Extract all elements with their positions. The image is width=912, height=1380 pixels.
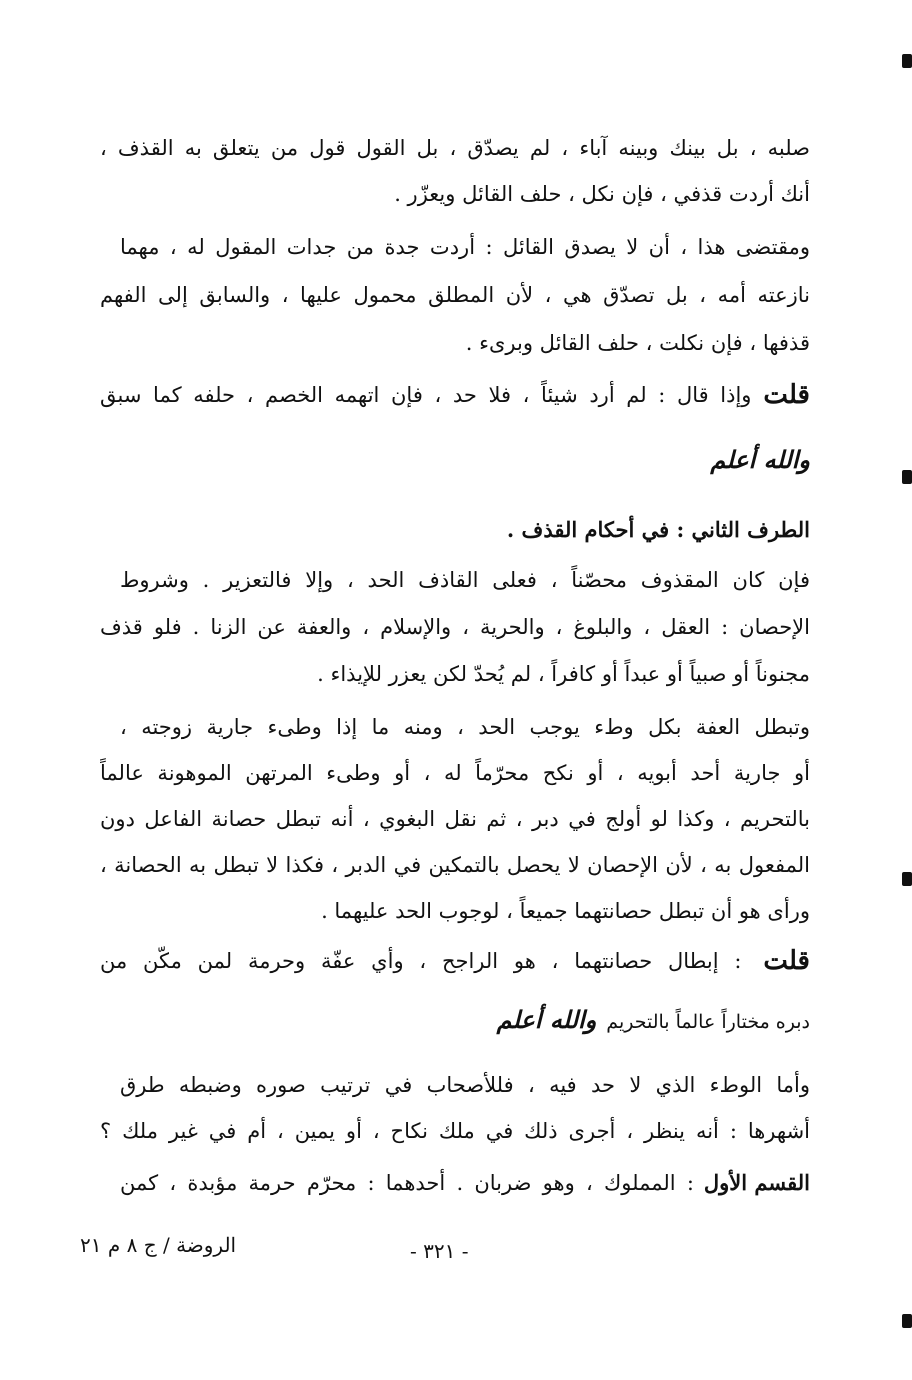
text-line: صلبه ، بل بينك وبينه آباء ، لم يصدّق ، بل القول قول من يتعلق به القذف ، bbox=[100, 136, 810, 160]
allah-alam-note: والله أعلم bbox=[710, 445, 810, 474]
text-line: أو جارية أحد أبويه ، أو نكح محرّماً له ، أو وطىء المرتهن الموهونة عالماً bbox=[100, 761, 810, 785]
text-line: ومقتضى هذا ، أن لا يصدق القائل : أردت جدة من جدات المقول له ، مهما bbox=[120, 235, 810, 259]
page-number: - ٣٢١ - bbox=[410, 1239, 469, 1263]
qult-line bbox=[100, 946, 810, 976]
margin-mark bbox=[902, 470, 912, 484]
qult-label: قلت bbox=[763, 946, 810, 976]
text-line: الإحصان : العقل ، والبلوغ ، والحرية ، والإسلام ، والعفة عن الزنا . فلو قذف bbox=[100, 615, 810, 639]
section-line bbox=[120, 1168, 810, 1198]
text-line: فإن كان المقذوف محصّناً ، فعلى القاذف الحد ، وإلا فالتعزير . وشروط bbox=[120, 568, 810, 592]
text-line: قذفها ، فإن نكلت ، حلف القائل وبرىء . bbox=[465, 331, 810, 355]
text-line: المفعول به ، لأن الإحصان لا يحصل بالتمكين في الدبر ، فكذا لا تبطل به الحصانة ، bbox=[100, 853, 810, 877]
allah-alam-note: والله أعلم bbox=[496, 1005, 597, 1034]
margin-mark bbox=[902, 872, 912, 886]
qult-continuation bbox=[100, 1000, 810, 1042]
text-line: وتبطل العفة بكل وطء يوجب الحد ، ومنه ما إذا وطىء جارية زوجته ، bbox=[120, 715, 810, 739]
qult-line bbox=[100, 380, 810, 410]
margin-mark bbox=[902, 54, 912, 68]
text-line: بالتحريم ، وكذا لو أولج في دبر ، ثم نقل البغوي ، أنه تبطل حصانة الفاعل دون bbox=[100, 807, 810, 831]
text-line: دبره مختاراً عالماً بالتحريم bbox=[606, 1011, 810, 1033]
text-line: وأما الوطء الذي لا حد فيه ، فللأصحاب في ترتيب صوره وضبطه طرق bbox=[120, 1073, 810, 1097]
section-heading: الطرف الثاني : في أحكام القذف . bbox=[506, 517, 810, 542]
text-line: أنك أردت قذفي ، فإن نكل ، حلف القائل ويعزّر . bbox=[394, 182, 810, 206]
text-line: : إبطال حصانتهما ، هو الراجح ، وأي عفّة وحرمة لمن مكّن من bbox=[100, 949, 742, 973]
qult-label: قلت bbox=[763, 380, 810, 410]
text-line: نازعته أمه ، بل تصدّق هي ، لأن المطلق محمول عليها ، والسابق إلى الفهم bbox=[100, 283, 810, 307]
margin-mark bbox=[902, 1314, 912, 1328]
text-line: ورأى هو أن تبطل حصانتهما جميعاً ، لوجوب الحد عليهما . bbox=[321, 899, 810, 923]
section-label: القسم الأول bbox=[703, 1170, 810, 1195]
signature-mark: الروضة / ج ٨ م ٢١ bbox=[80, 1233, 237, 1257]
text-line: : المملوك ، وهو ضربان . أحدهما : محرّم حرمة مؤبدة ، كمن bbox=[120, 1171, 694, 1195]
text-line: وإذا قال : لم أرد شيئاً ، فلا حد ، فإن اتهمه الخصم ، حلفه كما سبق bbox=[100, 383, 752, 407]
text-line: مجنوناً أو صبياً أو عبداً أو كافراً ، لم يُحدّ لكن يعزر للإيذاء . bbox=[317, 662, 810, 686]
text-line: أشهرها : أنه ينظر ، أجرى ذلك في ملك نكاح ، أو يمين ، أم في غير ملك ؟ bbox=[100, 1119, 810, 1143]
